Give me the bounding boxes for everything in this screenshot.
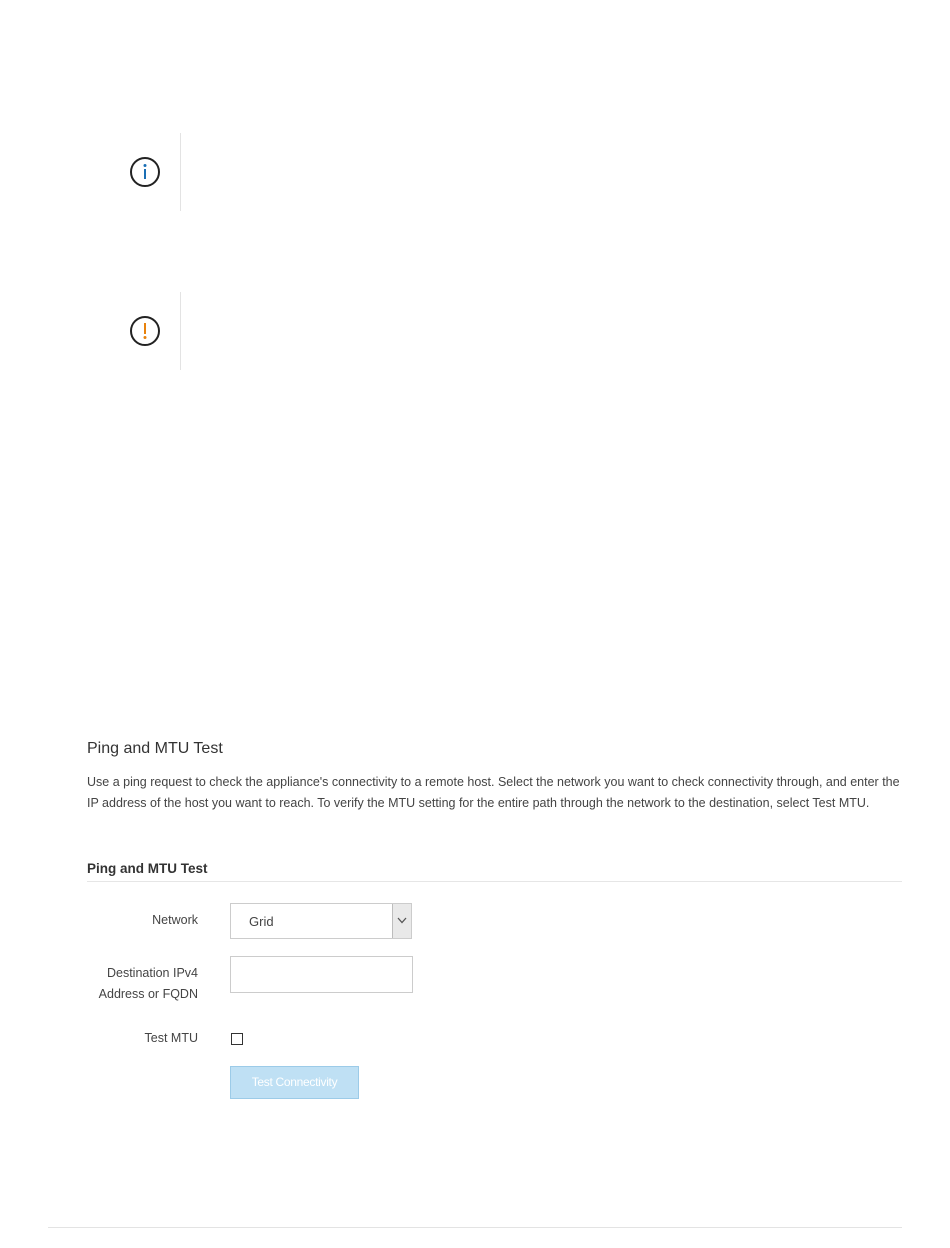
section-title: Ping and MTU Test	[87, 740, 223, 757]
footer-divider	[48, 1227, 902, 1228]
test-connectivity-button[interactable]: Test Connectivity	[230, 1066, 359, 1099]
note-admonition	[100, 133, 182, 211]
section-description: Use a ping request to check the appliance's connectivity to a remote host. Select the network you want to check connectivity through, and enter the IP address of the host you want to reach. To verify the MTU setting for the entire path through the network to the destination, select Test MTU.	[87, 775, 900, 810]
admonition-divider	[180, 133, 181, 211]
panel-heading: Ping and MTU Test	[87, 861, 208, 876]
admonition-divider	[180, 292, 181, 370]
network-select[interactable]	[230, 903, 412, 939]
dropdown-arrow[interactable]	[392, 904, 411, 938]
info-circle-icon	[128, 155, 162, 189]
panel-divider	[87, 881, 902, 882]
network-label: Network	[152, 913, 198, 927]
destination-label-line2: Address or FQDN	[98, 987, 198, 1001]
destination-label-line1: Destination IPv4	[106, 966, 198, 980]
network-select-value: Grid	[249, 914, 274, 929]
exclamation-circle-icon	[128, 314, 162, 348]
destination-input[interactable]	[230, 956, 413, 993]
test-mtu-checkbox[interactable]	[231, 1033, 243, 1045]
caution-admonition	[100, 292, 182, 370]
chevron-down-icon	[397, 917, 407, 924]
test-mtu-label: Test MTU	[144, 1031, 198, 1045]
destination-label	[99, 963, 198, 1005]
